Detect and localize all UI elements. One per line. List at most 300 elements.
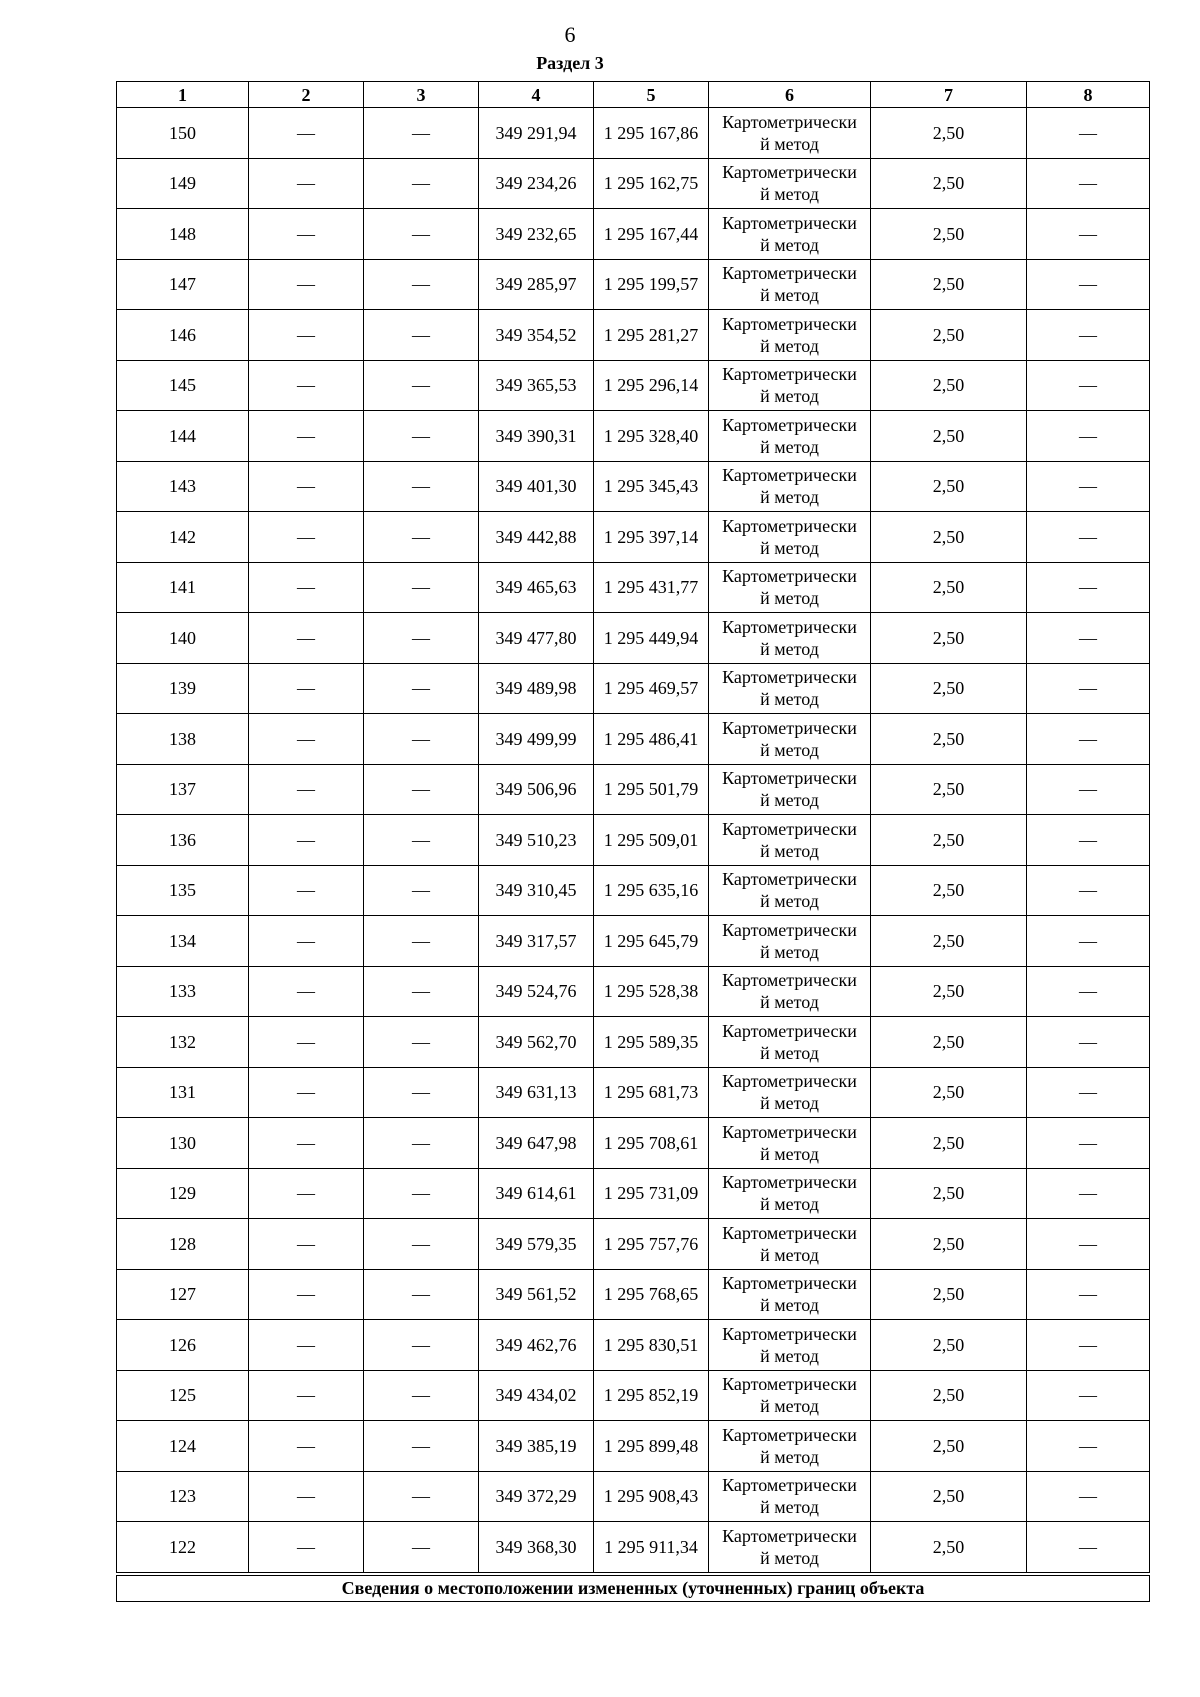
col3-dash-cell: —	[364, 1269, 479, 1320]
col2-dash-cell: —	[249, 108, 364, 159]
point-number-cell: 137	[117, 764, 249, 815]
method-line-1: Картометрически	[722, 1121, 857, 1142]
accuracy-cell: 2,50	[871, 411, 1027, 462]
method-cell	[709, 865, 871, 916]
method-cell	[709, 259, 871, 310]
col8-dash-cell: —	[1027, 461, 1150, 512]
table-row	[117, 1421, 1150, 1472]
method-line-1: Картометрически	[722, 515, 857, 536]
x-coordinate-cell: 349 524,76	[479, 966, 594, 1017]
method-line-2: й метод	[760, 1547, 819, 1568]
point-number-cell: 130	[117, 1118, 249, 1169]
method-cell	[709, 1421, 871, 1472]
method-line-1: Картометрически	[722, 869, 857, 890]
method-line-2: й метод	[760, 1143, 819, 1164]
method-cell	[709, 108, 871, 159]
col2-dash-cell: —	[249, 1320, 364, 1371]
accuracy-cell: 2,50	[871, 1471, 1027, 1522]
point-number-cell: 125	[117, 1370, 249, 1421]
method-cell	[709, 663, 871, 714]
accuracy-cell: 2,50	[871, 1118, 1027, 1169]
col8-dash-cell: —	[1027, 108, 1150, 159]
accuracy-cell: 2,50	[871, 966, 1027, 1017]
method-line-1: Картометрически	[722, 364, 857, 385]
accuracy-cell: 2,50	[871, 209, 1027, 260]
table-row	[117, 1168, 1150, 1219]
point-number-cell: 134	[117, 916, 249, 967]
method-cell	[709, 562, 871, 613]
method-line-1: Картометрически	[722, 1424, 857, 1445]
y-coordinate-cell: 1 295 899,48	[594, 1421, 709, 1472]
x-coordinate-cell: 349 647,98	[479, 1118, 594, 1169]
footer-caption: Сведения о местоположении измененных (уточненных) границ объекта	[117, 1574, 1150, 1602]
method-line-1: Картометрически	[722, 970, 857, 991]
col2-dash-cell: —	[249, 562, 364, 613]
table-row	[117, 1370, 1150, 1421]
col3-dash-cell: —	[364, 613, 479, 664]
col2-dash-cell: —	[249, 310, 364, 361]
point-number-cell: 136	[117, 815, 249, 866]
point-number-cell: 131	[117, 1067, 249, 1118]
x-coordinate-cell: 349 310,45	[479, 865, 594, 916]
method-line-1: Картометрически	[722, 1323, 857, 1344]
x-coordinate-cell: 349 401,30	[479, 461, 594, 512]
method-line-2: й метод	[760, 689, 819, 710]
method-cell	[709, 1219, 871, 1270]
col8-dash-cell: —	[1027, 916, 1150, 967]
y-coordinate-cell: 1 295 509,01	[594, 815, 709, 866]
point-number-cell: 127	[117, 1269, 249, 1320]
col3-dash-cell: —	[364, 512, 479, 563]
col3-dash-cell: —	[364, 1471, 479, 1522]
point-number-cell: 122	[117, 1522, 249, 1574]
point-number-cell: 129	[117, 1168, 249, 1219]
col8-dash-cell: —	[1027, 1320, 1150, 1371]
method-line-2: й метод	[760, 133, 819, 154]
point-number-cell: 149	[117, 158, 249, 209]
method-line-1: Картометрически	[722, 465, 857, 486]
y-coordinate-cell: 1 295 162,75	[594, 158, 709, 209]
point-number-cell: 132	[117, 1017, 249, 1068]
column-header-1: 1	[117, 82, 249, 108]
method-line-1: Картометрически	[722, 616, 857, 637]
y-coordinate-cell: 1 295 635,16	[594, 865, 709, 916]
method-line-2: й метод	[760, 487, 819, 508]
method-line-1: Картометрически	[722, 263, 857, 284]
accuracy-cell: 2,50	[871, 865, 1027, 916]
method-line-1: Картометрически	[722, 313, 857, 334]
col8-dash-cell: —	[1027, 714, 1150, 765]
col2-dash-cell: —	[249, 916, 364, 967]
method-line-1: Картометрически	[722, 1071, 857, 1092]
x-coordinate-cell: 349 385,19	[479, 1421, 594, 1472]
x-coordinate-cell: 349 499,99	[479, 714, 594, 765]
method-line-2: й метод	[760, 790, 819, 811]
method-cell	[709, 360, 871, 411]
accuracy-cell: 2,50	[871, 1067, 1027, 1118]
y-coordinate-cell: 1 295 469,57	[594, 663, 709, 714]
col8-dash-cell: —	[1027, 209, 1150, 260]
x-coordinate-cell: 349 631,13	[479, 1067, 594, 1118]
x-coordinate-cell: 349 477,80	[479, 613, 594, 664]
method-cell	[709, 1471, 871, 1522]
method-line-2: й метод	[760, 891, 819, 912]
accuracy-cell: 2,50	[871, 1320, 1027, 1371]
method-cell	[709, 1168, 871, 1219]
column-header-8: 8	[1027, 82, 1150, 108]
col2-dash-cell: —	[249, 613, 364, 664]
point-number-cell: 141	[117, 562, 249, 613]
x-coordinate-cell: 349 442,88	[479, 512, 594, 563]
y-coordinate-cell: 1 295 199,57	[594, 259, 709, 310]
method-cell	[709, 411, 871, 462]
y-coordinate-cell: 1 295 830,51	[594, 1320, 709, 1371]
accuracy-cell: 2,50	[871, 562, 1027, 613]
point-number-cell: 139	[117, 663, 249, 714]
col8-dash-cell: —	[1027, 1522, 1150, 1574]
method-line-1: Картометрически	[722, 1374, 857, 1395]
method-line-2: й метод	[760, 588, 819, 609]
col8-dash-cell: —	[1027, 411, 1150, 462]
accuracy-cell: 2,50	[871, 1168, 1027, 1219]
col3-dash-cell: —	[364, 815, 479, 866]
col2-dash-cell: —	[249, 1118, 364, 1169]
x-coordinate-cell: 349 354,52	[479, 310, 594, 361]
col2-dash-cell: —	[249, 1067, 364, 1118]
y-coordinate-cell: 1 295 167,44	[594, 209, 709, 260]
col2-dash-cell: —	[249, 865, 364, 916]
y-coordinate-cell: 1 295 397,14	[594, 512, 709, 563]
x-coordinate-cell: 349 234,26	[479, 158, 594, 209]
method-cell	[709, 1370, 871, 1421]
accuracy-cell: 2,50	[871, 461, 1027, 512]
col3-dash-cell: —	[364, 764, 479, 815]
header-row	[117, 82, 1150, 108]
col3-dash-cell: —	[364, 1168, 479, 1219]
col3-dash-cell: —	[364, 158, 479, 209]
method-line-1: Картометрически	[722, 717, 857, 738]
col8-dash-cell: —	[1027, 562, 1150, 613]
y-coordinate-cell: 1 295 449,94	[594, 613, 709, 664]
col3-dash-cell: —	[364, 663, 479, 714]
table-row	[117, 714, 1150, 765]
col3-dash-cell: —	[364, 108, 479, 159]
y-coordinate-cell: 1 295 345,43	[594, 461, 709, 512]
accuracy-cell: 2,50	[871, 310, 1027, 361]
method-line-2: й метод	[760, 992, 819, 1013]
method-cell	[709, 512, 871, 563]
x-coordinate-cell: 349 434,02	[479, 1370, 594, 1421]
method-cell	[709, 1522, 871, 1574]
col3-dash-cell: —	[364, 1522, 479, 1574]
method-cell	[709, 613, 871, 664]
x-coordinate-cell: 349 510,23	[479, 815, 594, 866]
point-number-cell: 124	[117, 1421, 249, 1472]
method-line-2: й метод	[760, 1446, 819, 1467]
method-line-2: й метод	[760, 537, 819, 558]
x-coordinate-cell: 349 291,94	[479, 108, 594, 159]
method-line-1: Картометрически	[722, 1273, 857, 1294]
col2-dash-cell: —	[249, 1219, 364, 1270]
method-line-1: Картометрически	[722, 1020, 857, 1041]
col2-dash-cell: —	[249, 1421, 364, 1472]
method-line-2: й метод	[760, 739, 819, 760]
y-coordinate-cell: 1 295 757,76	[594, 1219, 709, 1270]
col3-dash-cell: —	[364, 1370, 479, 1421]
col8-dash-cell: —	[1027, 1067, 1150, 1118]
footer-row	[117, 1574, 1150, 1602]
accuracy-cell: 2,50	[871, 1017, 1027, 1068]
table-row	[117, 411, 1150, 462]
point-number-cell: 126	[117, 1320, 249, 1371]
accuracy-cell: 2,50	[871, 108, 1027, 159]
col3-dash-cell: —	[364, 1219, 479, 1270]
col8-dash-cell: —	[1027, 613, 1150, 664]
method-cell	[709, 1118, 871, 1169]
col3-dash-cell: —	[364, 1118, 479, 1169]
table-row	[117, 1017, 1150, 1068]
y-coordinate-cell: 1 295 731,09	[594, 1168, 709, 1219]
col2-dash-cell: —	[249, 259, 364, 310]
method-line-1: Картометрически	[722, 212, 857, 233]
col2-dash-cell: —	[249, 1522, 364, 1574]
table-row	[117, 1471, 1150, 1522]
table-row	[117, 360, 1150, 411]
method-cell	[709, 1067, 871, 1118]
x-coordinate-cell: 349 285,97	[479, 259, 594, 310]
col3-dash-cell: —	[364, 360, 479, 411]
y-coordinate-cell: 1 295 328,40	[594, 411, 709, 462]
table-row	[117, 310, 1150, 361]
method-cell	[709, 310, 871, 361]
y-coordinate-cell: 1 295 911,34	[594, 1522, 709, 1574]
method-line-1: Картометрически	[722, 111, 857, 132]
method-line-2: й метод	[760, 638, 819, 659]
table-row	[117, 461, 1150, 512]
table-row	[117, 562, 1150, 613]
col3-dash-cell: —	[364, 966, 479, 1017]
col8-dash-cell: —	[1027, 1017, 1150, 1068]
table-row	[117, 1219, 1150, 1270]
col8-dash-cell: —	[1027, 764, 1150, 815]
col2-dash-cell: —	[249, 411, 364, 462]
section-title: Раздел 3	[536, 53, 604, 73]
accuracy-cell: 2,50	[871, 613, 1027, 664]
col3-dash-cell: —	[364, 1421, 479, 1472]
table-row	[117, 764, 1150, 815]
table-row	[117, 1522, 1150, 1574]
col3-dash-cell: —	[364, 1017, 479, 1068]
col8-dash-cell: —	[1027, 1421, 1150, 1472]
col8-dash-cell: —	[1027, 1219, 1150, 1270]
column-header-5: 5	[594, 82, 709, 108]
method-cell	[709, 461, 871, 512]
accuracy-cell: 2,50	[871, 815, 1027, 866]
col8-dash-cell: —	[1027, 360, 1150, 411]
col2-dash-cell: —	[249, 1471, 364, 1522]
accuracy-cell: 2,50	[871, 714, 1027, 765]
table-row	[117, 966, 1150, 1017]
point-number-cell: 138	[117, 714, 249, 765]
coordinates-table	[116, 81, 1150, 1602]
accuracy-cell: 2,50	[871, 663, 1027, 714]
method-line-2: й метод	[760, 335, 819, 356]
method-cell	[709, 714, 871, 765]
col8-dash-cell: —	[1027, 815, 1150, 866]
x-coordinate-cell: 349 372,29	[479, 1471, 594, 1522]
table-row	[117, 815, 1150, 866]
col3-dash-cell: —	[364, 411, 479, 462]
col3-dash-cell: —	[364, 461, 479, 512]
col2-dash-cell: —	[249, 714, 364, 765]
accuracy-cell: 2,50	[871, 360, 1027, 411]
method-cell	[709, 815, 871, 866]
y-coordinate-cell: 1 295 852,19	[594, 1370, 709, 1421]
col8-dash-cell: —	[1027, 259, 1150, 310]
col2-dash-cell: —	[249, 1370, 364, 1421]
point-number-cell: 142	[117, 512, 249, 563]
x-coordinate-cell: 349 562,70	[479, 1017, 594, 1068]
column-header-3: 3	[364, 82, 479, 108]
method-line-2: й метод	[760, 1093, 819, 1114]
method-line-1: Картометрически	[722, 566, 857, 587]
method-line-2: й метод	[760, 234, 819, 255]
method-line-1: Картометрически	[722, 818, 857, 839]
x-coordinate-cell: 349 561,52	[479, 1269, 594, 1320]
accuracy-cell: 2,50	[871, 1219, 1027, 1270]
y-coordinate-cell: 1 295 768,65	[594, 1269, 709, 1320]
method-line-1: Картометрически	[722, 1475, 857, 1496]
table-row	[117, 512, 1150, 563]
y-coordinate-cell: 1 295 296,14	[594, 360, 709, 411]
y-coordinate-cell: 1 295 281,27	[594, 310, 709, 361]
point-number-cell: 133	[117, 966, 249, 1017]
col8-dash-cell: —	[1027, 966, 1150, 1017]
col8-dash-cell: —	[1027, 663, 1150, 714]
method-cell	[709, 1017, 871, 1068]
table-row	[117, 158, 1150, 209]
col2-dash-cell: —	[249, 764, 364, 815]
method-line-2: й метод	[760, 1042, 819, 1063]
table-row	[117, 1269, 1150, 1320]
table-row	[117, 1320, 1150, 1371]
point-number-cell: 123	[117, 1471, 249, 1522]
method-line-1: Картометрически	[722, 768, 857, 789]
column-header-4: 4	[479, 82, 594, 108]
col2-dash-cell: —	[249, 461, 364, 512]
col8-dash-cell: —	[1027, 158, 1150, 209]
point-number-cell: 143	[117, 461, 249, 512]
col3-dash-cell: —	[364, 916, 479, 967]
y-coordinate-cell: 1 295 501,79	[594, 764, 709, 815]
method-cell	[709, 1269, 871, 1320]
col3-dash-cell: —	[364, 1067, 479, 1118]
accuracy-cell: 2,50	[871, 764, 1027, 815]
col2-dash-cell: —	[249, 1269, 364, 1320]
col2-dash-cell: —	[249, 512, 364, 563]
y-coordinate-cell: 1 295 431,77	[594, 562, 709, 613]
accuracy-cell: 2,50	[871, 1522, 1027, 1574]
method-line-1: Картометрически	[722, 162, 857, 183]
point-number-cell: 146	[117, 310, 249, 361]
col2-dash-cell: —	[249, 1017, 364, 1068]
table-body	[117, 108, 1150, 1574]
method-line-2: й метод	[760, 1295, 819, 1316]
point-number-cell: 148	[117, 209, 249, 260]
x-coordinate-cell: 349 462,76	[479, 1320, 594, 1371]
table-row	[117, 259, 1150, 310]
col2-dash-cell: —	[249, 158, 364, 209]
y-coordinate-cell: 1 295 708,61	[594, 1118, 709, 1169]
method-line-2: й метод	[760, 941, 819, 962]
x-coordinate-cell: 349 368,30	[479, 1522, 594, 1574]
accuracy-cell: 2,50	[871, 1421, 1027, 1472]
point-number-cell: 135	[117, 865, 249, 916]
col3-dash-cell: —	[364, 714, 479, 765]
method-line-2: й метод	[760, 1497, 819, 1518]
col8-dash-cell: —	[1027, 1269, 1150, 1320]
col8-dash-cell: —	[1027, 1370, 1150, 1421]
method-line-2: й метод	[760, 1345, 819, 1366]
column-header-7: 7	[871, 82, 1027, 108]
point-number-cell: 140	[117, 613, 249, 664]
x-coordinate-cell: 349 390,31	[479, 411, 594, 462]
col8-dash-cell: —	[1027, 1168, 1150, 1219]
x-coordinate-cell: 349 317,57	[479, 916, 594, 967]
col2-dash-cell: —	[249, 966, 364, 1017]
col2-dash-cell: —	[249, 1168, 364, 1219]
method-line-1: Картометрически	[722, 1525, 857, 1546]
col8-dash-cell: —	[1027, 1471, 1150, 1522]
point-number-cell: 145	[117, 360, 249, 411]
method-cell	[709, 1320, 871, 1371]
method-line-2: й метод	[760, 1244, 819, 1265]
col8-dash-cell: —	[1027, 1118, 1150, 1169]
y-coordinate-cell: 1 295 908,43	[594, 1471, 709, 1522]
x-coordinate-cell: 349 506,96	[479, 764, 594, 815]
method-line-2: й метод	[760, 1396, 819, 1417]
accuracy-cell: 2,50	[871, 916, 1027, 967]
method-line-2: й метод	[760, 184, 819, 205]
x-coordinate-cell: 349 579,35	[479, 1219, 594, 1270]
method-line-1: Картометрически	[722, 919, 857, 940]
accuracy-cell: 2,50	[871, 1269, 1027, 1320]
method-line-2: й метод	[760, 285, 819, 306]
accuracy-cell: 2,50	[871, 158, 1027, 209]
col2-dash-cell: —	[249, 360, 364, 411]
point-number-cell: 144	[117, 411, 249, 462]
method-line-1: Картометрически	[722, 667, 857, 688]
x-coordinate-cell: 349 365,53	[479, 360, 594, 411]
y-coordinate-cell: 1 295 167,86	[594, 108, 709, 159]
x-coordinate-cell: 349 232,65	[479, 209, 594, 260]
y-coordinate-cell: 1 295 486,41	[594, 714, 709, 765]
table-row	[117, 108, 1150, 159]
point-number-cell: 150	[117, 108, 249, 159]
table-row	[117, 663, 1150, 714]
table-row	[117, 1067, 1150, 1118]
method-line-1: Картометрически	[722, 1172, 857, 1193]
method-cell	[709, 966, 871, 1017]
col3-dash-cell: —	[364, 209, 479, 260]
table-row	[117, 209, 1150, 260]
method-line-2: й метод	[760, 436, 819, 457]
accuracy-cell: 2,50	[871, 259, 1027, 310]
x-coordinate-cell: 349 614,61	[479, 1168, 594, 1219]
method-line-2: й метод	[760, 840, 819, 861]
col3-dash-cell: —	[364, 865, 479, 916]
y-coordinate-cell: 1 295 645,79	[594, 916, 709, 967]
